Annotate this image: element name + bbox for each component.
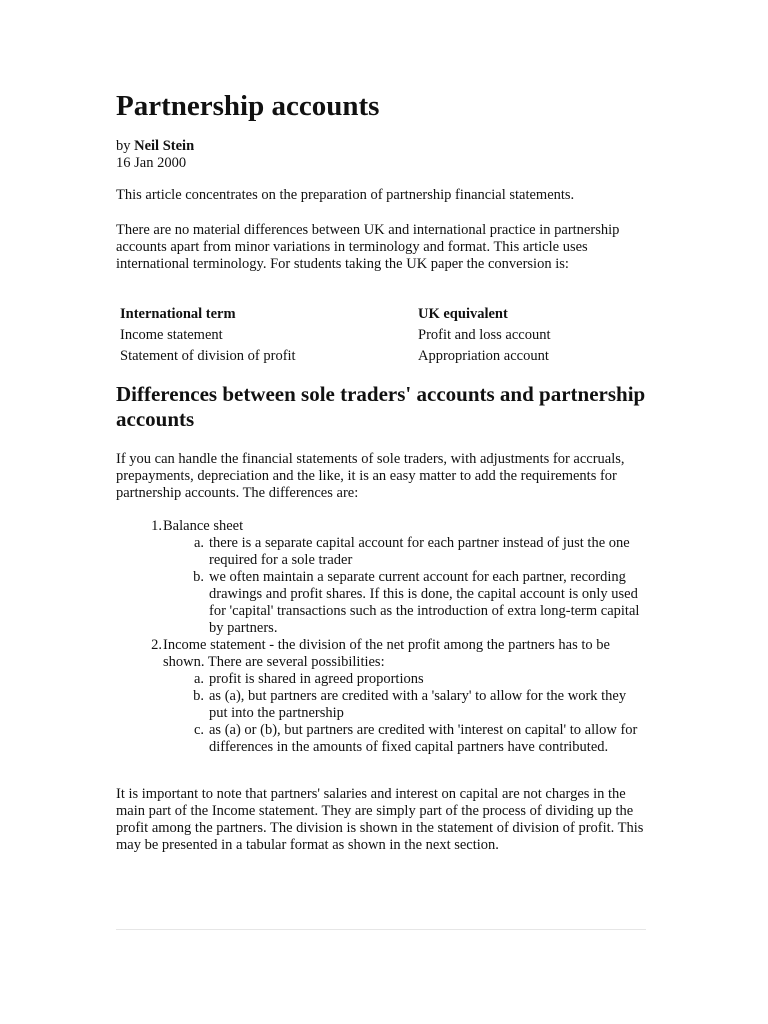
list-item-text: Income statement - the division of the net profit among the partners has to be shown. There are several possibilities:	[163, 637, 610, 670]
table-cell: Income statement	[120, 327, 223, 343]
list-item-number: 1.	[151, 518, 162, 534]
sub-item-text: profit is shared in agreed proportions	[209, 671, 424, 687]
sub-list-item	[116, 688, 648, 722]
intro-paragraph: This article concentrates on the preparation of partnership financial statements.	[116, 187, 575, 203]
divider	[116, 929, 646, 930]
publish-date: 16 Jan 2000	[116, 155, 187, 171]
table-cell: Profit and loss account	[418, 327, 551, 343]
sub-list-item	[116, 535, 648, 569]
table-row	[116, 327, 648, 348]
sub-list-item	[116, 722, 648, 756]
byline-by: by	[116, 138, 131, 154]
section-heading: Differences between sole traders' accounts and partnership accounts	[116, 382, 646, 431]
byline	[116, 138, 194, 172]
sub-item-letter: c.	[193, 722, 204, 738]
terminology-paragraph: There are no material differences between UK and international practice in partnership accounts apart from minor variations in terminology and format. This article uses international terminology. For students taking the UK paper the conversion is:	[116, 222, 620, 272]
sub-list-item	[116, 569, 648, 637]
sub-item-text: we often maintain a separate current account for each partner, recording drawings and profit shares. If this is done, the capital account is only used for 'capital' transactions such as the introduction of extra long-term capital by partners.	[209, 569, 640, 636]
sub-item-letter: b.	[193, 569, 204, 585]
sub-list-item	[116, 671, 648, 688]
column-header-uk: UK equivalent	[418, 306, 508, 322]
table-header-row	[116, 306, 648, 327]
table-cell: Appropriation account	[418, 348, 549, 364]
sub-item-text: there is a separate capital account for each partner instead of just the one required for a sole trader	[209, 535, 630, 568]
sub-item-letter: a.	[193, 671, 204, 687]
closing-paragraph: It is important to note that partners' salaries and interest on capital are not charges in the main part of the Income statement. They are simply part of the process of dividing up the profit among the partners. The division is shown in the statement of division of profit. This may be presented in a tabular format as shown in the next section.	[116, 786, 644, 853]
sub-item-text: as (a) or (b), but partners are credited with 'interest on capital' to allow for differences in the amounts of fixed capital partners have contributed.	[209, 722, 638, 755]
author-name: Neil Stein	[134, 138, 195, 154]
page-title: Partnership accounts	[116, 90, 380, 122]
sub-item-letter: a.	[193, 535, 204, 551]
list-item	[116, 637, 648, 671]
table-cell: Statement of division of profit	[120, 348, 296, 364]
sub-item-letter: b.	[193, 688, 204, 704]
differences-intro-paragraph: If you can handle the financial statements of sole traders, with adjustments for accruals, prepayments, depreciation and the like, it is an easy matter to add the requirements for partnership accounts. The differences are:	[116, 451, 625, 501]
terminology-table	[116, 306, 648, 369]
table-row	[116, 348, 648, 369]
sub-item-text: as (a), but partners are credited with a 'salary' to allow for the work they put into the partnership	[209, 688, 627, 721]
list-item-number: 2.	[151, 637, 162, 653]
list-item	[116, 518, 648, 535]
differences-list	[116, 518, 648, 756]
column-header-international: International term	[120, 306, 236, 322]
list-item-text: Balance sheet	[163, 518, 244, 534]
